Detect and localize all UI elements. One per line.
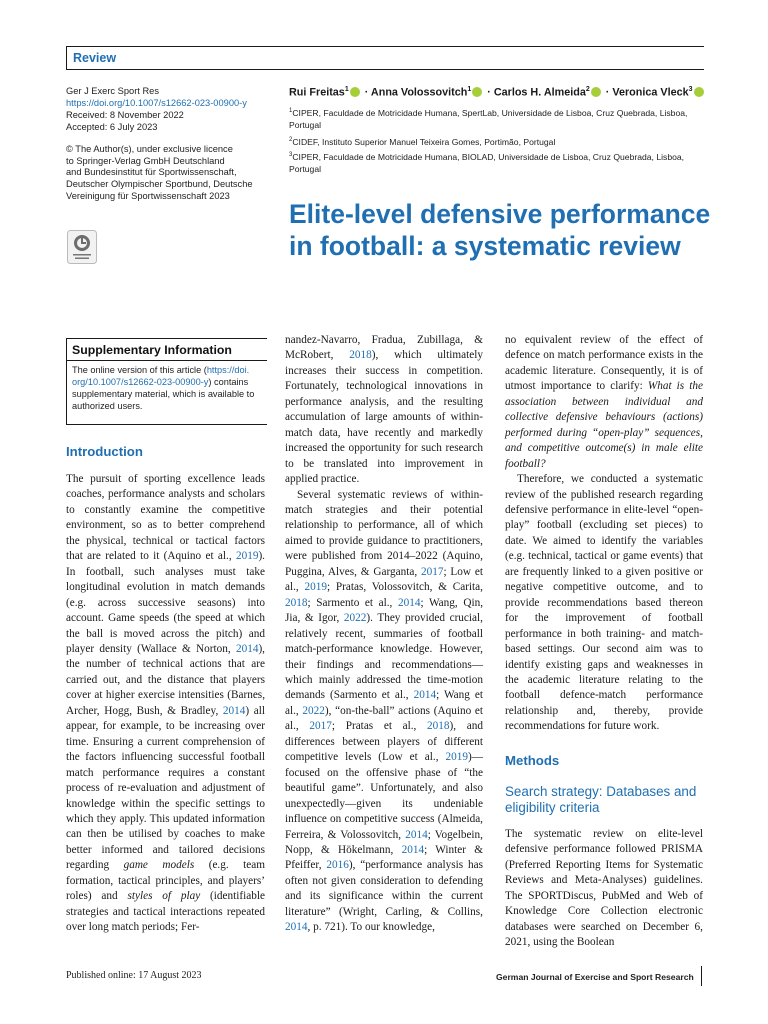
- emphasis-text: What is the association between individual and collective defensive behaviours (actions) performed during “open-play” sequences, and competitive outcome(s) in male elite football?: [505, 380, 703, 470]
- journal-abbrev: Ger J Exerc Sport Res: [66, 86, 159, 96]
- text-run: The pursuit of sporting excellence leads coaches, performance analysts and scholars to constantly examine the competitive environment, so as to better comprehend the physical, technical or tactical factors that are related to it (Aquino et al.,: [66, 473, 265, 563]
- citation-link[interactable]: 2019: [235, 550, 259, 563]
- supplementary-text: The online version of this article (https://doi. org/10.1007/s12662-023-00900-y) contains supplementary material, which is available to authorized users.: [72, 365, 255, 411]
- paragraph: [505, 472, 703, 735]
- citation-link[interactable]: 2014: [235, 642, 259, 655]
- orcid-icon[interactable]: [472, 87, 482, 97]
- text-run: ). In football, such analyses must take longitudinal evolution in match demands (e.g. across successive seasons) into account. Game speeds (the speed at which the ball is moved across the pitch) and player density (Wallace & Norton,: [66, 550, 265, 655]
- article-title: Elite-level defensive performance in football: a systematic review: [289, 199, 711, 261]
- citation-link[interactable]: 2014: [222, 704, 246, 717]
- supplementary-box: [66, 338, 267, 425]
- search-strategy-heading: Search strategy: Databases and eligibility criteria: [505, 784, 697, 815]
- citation-link[interactable]: 2018: [349, 349, 372, 362]
- text-run: ), the number of technical actions that are carried out, and the distance that players cover at higher exercise intensities (Barnes, Archer, Hogg, Bush, & Bradley,: [66, 642, 265, 717]
- author-name[interactable]: Rui Freitas: [289, 86, 345, 99]
- text-run: ; Low et al.,: [285, 565, 483, 594]
- citation-link[interactable]: 2016: [326, 859, 349, 872]
- text-run: ) all appear, for example, to be increasing over time. Ensuring a current comprehension of the factors influencing successful football match performance requires a constant process of re-evaluation and adjustment of knowledge within the specific settings to which they apply. This updated information can then be utilised by coaches to make better informed and tailored decisions regarding: [66, 704, 265, 872]
- text-run: ), and differences between players of different competitive levels (Low et al.,: [285, 720, 483, 764]
- paragraph: [285, 488, 483, 936]
- paragraph: [285, 333, 483, 488]
- citation-link[interactable]: 2019: [445, 751, 468, 764]
- published-online: Published online: 17 August 2023: [66, 970, 202, 981]
- body-column-3-methods: [505, 827, 703, 951]
- body-column-3: [505, 333, 703, 735]
- text-run: ). They provided crucial, relatively recent, summaries of football match-performance knowledge. However, their findings and recommendations—which mainly addressed the time-motion demands (Sarmento et al.,: [285, 612, 483, 702]
- affiliation: $^2$CIDEF, Instituto Superior Manuel Teixeira Gomes, Portimão, Portugal: [289, 136, 556, 147]
- paragraph: [66, 472, 265, 936]
- affiliation: $^3$CIPER, Faculdade de Motricidade Humana, BIOLAD, Universidade de Lisboa, Cruz Quebrada, Lisboa, Portugal: [289, 151, 685, 175]
- check-for-updates-icon[interactable]: [67, 230, 97, 264]
- section-label: Review: [73, 51, 117, 65]
- text-run: ), “performance analysis has often not given consideration to defending and its significance within the current literature” (Wright, Carling, & Collins,: [285, 859, 483, 918]
- paragraph: [505, 827, 703, 951]
- text-run: nandez-Navarro, Fradua, Zubillaga, & McRobert,: [285, 334, 483, 362]
- article-meta: [66, 86, 281, 203]
- text-run: ; Wang, Qin, Jia, & Igor,: [285, 596, 484, 625]
- orcid-icon[interactable]: [591, 87, 601, 97]
- text-run: ; Pratas, Volossovitch, & Carita,: [327, 581, 483, 594]
- author-name[interactable]: Anna Volossovitch: [370, 86, 468, 99]
- citation-link[interactable]: 2022: [343, 612, 367, 625]
- text-run: ; Winter & Pfeiffer,: [285, 843, 483, 872]
- copyright-line: © The Author(s), under exclusive licence: [66, 143, 233, 154]
- copyright-line: to Springer-Verlag GmbH Deutschland: [66, 155, 225, 166]
- text-run: ; Pratas et al.,: [331, 720, 428, 733]
- copyright-line: Vereinigung für Sportwissenschaft 2023: [66, 191, 230, 202]
- text-run: Therefore, we conducted a systematic review of the published research regarding defensive performance in elite-level “open-play” football (excluding set pieces) to date. We aimed to identify the variables (e.g. technical, tactical or game events) that are frequently linked to a given positive or negative competitive outcome, and to provide recommendations based thereon for the improvement of football performance in both training- and match-based settings. Our second aim was to identify existing gaps and weaknesses in the academic literature relating to the football defence-match performance relationship and, thereby, provide recommendations for future work.: [505, 473, 703, 733]
- citation-link[interactable]: 2014: [405, 828, 428, 841]
- orcid-icon[interactable]: [694, 87, 704, 97]
- accepted-date: Accepted: 6 July 2023: [66, 121, 158, 132]
- orcid-icon[interactable]: [350, 87, 360, 97]
- journal-name: German Journal of Exercise and Sport Research: [496, 972, 694, 982]
- copyright-line: Deutscher Olympischer Sportbund, Deutsche: [66, 179, 253, 190]
- footer-divider: [701, 966, 702, 986]
- text-run: The systematic review on elite-level defensive performance followed PRISMA (Preferred Reporting Items for Systematic Reviews and Meta-Analyses) guidelines. The SPORTDiscus, PubMed and Web of Knowledge Core Collection electronic databases were searched on December 6, 2021, using the Boolean: [505, 828, 703, 949]
- introduction-heading: Introduction: [66, 444, 143, 459]
- author-name[interactable]: Veronica Vleck: [612, 86, 689, 99]
- body-column-1: [66, 472, 265, 936]
- supplementary-link[interactable]: https://doi.: [206, 365, 250, 375]
- doi-link[interactable]: https://doi.org/10.1007/s12662-023-00900-y: [66, 97, 247, 108]
- citation-link[interactable]: 2014: [397, 596, 421, 609]
- citation-link[interactable]: 2014: [285, 921, 308, 934]
- text-run: ), “on-the-ball” actions (Aquino et al.,: [285, 704, 483, 733]
- received-date: Received: 8 November 2022: [66, 109, 184, 120]
- citation-link[interactable]: 2014: [413, 689, 437, 702]
- citation-link[interactable]: 2018: [427, 720, 450, 733]
- text-run: no equivalent review of the effect of defence on match performance exists in the academic literature. Consequently, it is of utmost importance to clarify:: [505, 334, 703, 393]
- body-column-2: [285, 333, 483, 936]
- text-run: Several systematic reviews of within-match strategies and their potential relationship to performance, all of which aimed to provide guidance to practitioners, were published from 2014–2022 (Aquino, Puggina, Alves, & Garganta,: [285, 488, 483, 578]
- citation-link[interactable]: 2017: [420, 565, 444, 578]
- text-run: , p. 721). To our knowledge,: [307, 921, 435, 934]
- text-run: )—focused on the offensive phase of “the beautiful game”. Unfortunately, and also unexpectedly—given its undeniable influence on competitive success (Almeida, Ferreira, & Volossovitch,: [285, 751, 483, 841]
- citation-link[interactable]: 2019: [304, 581, 327, 594]
- copyright-line: and Bundesinstitut für Sportwissenschaft,: [66, 167, 237, 178]
- author-list: Rui Freitas$^1$ · Anna Volossovitch$^1$ · Carlos H. Almeida$^2$ · Veronica Vleck$^3$: [289, 86, 709, 99]
- methods-heading: Methods: [505, 753, 560, 768]
- supplementary-link[interactable]: org/10.1007/s12662-023-00900-y: [72, 377, 209, 387]
- text-run: (identifiable strategies and tactical interactions repeated over long match periods; Fer-: [66, 890, 266, 934]
- citation-link[interactable]: 2018: [285, 596, 308, 609]
- text-run: ), which ultimately increases their success in competition. Fortunately, technological innovations in performance analysis, and the resulting accumulation of large amounts of within-match data, have recently and markedly increased the opportunity for such research to be translated into improvement in applied practice.: [285, 349, 483, 486]
- text-run: (e.g. team formation, tactical principles, and players’ roles) and: [66, 859, 265, 903]
- text-run: ; Vogelbein, Nopp, & Hökelmann,: [285, 828, 483, 856]
- text-run: ; Wang et al.,: [285, 689, 483, 717]
- author-name[interactable]: Carlos H. Almeida: [493, 86, 586, 99]
- paragraph: [505, 333, 703, 472]
- citation-link[interactable]: 2014: [401, 843, 425, 856]
- supplementary-title: Supplementary Information: [72, 343, 232, 357]
- text-run: ; Sarmento et al.,: [307, 596, 398, 609]
- citation-link[interactable]: 2017: [309, 720, 332, 733]
- citation-link[interactable]: 2022: [302, 704, 325, 717]
- affiliation: $^1$CIPER, Faculdade de Motricidade Humana, SpertLab, Universidade de Lisboa, Cruz Quebrada, Lisboa, Portugal: [289, 107, 688, 131]
- section-header: [66, 46, 704, 70]
- emphasis-text: styles of play: [127, 890, 201, 903]
- emphasis-text: game models: [123, 859, 195, 872]
